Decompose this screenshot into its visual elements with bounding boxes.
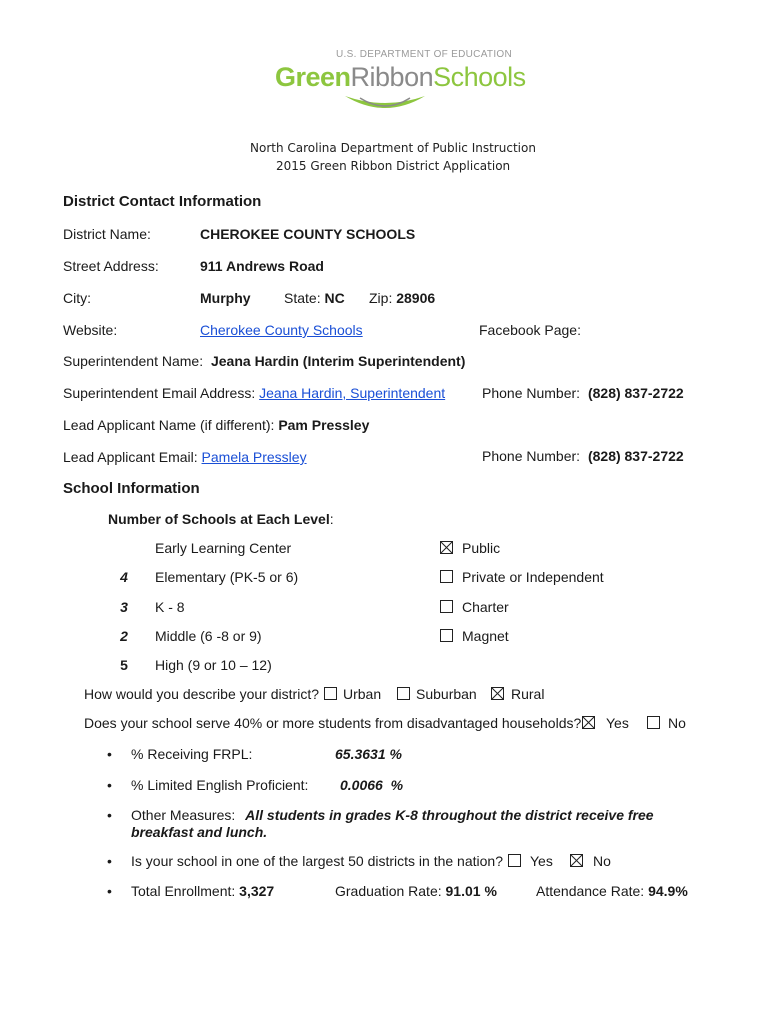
street-value: 911 Andrews Road [200, 258, 324, 274]
city-value: Murphy [200, 290, 251, 306]
logo-ribbon-icon [340, 94, 430, 118]
level-name-k8: K - 8 [155, 599, 185, 615]
district-name-label: District Name: [63, 226, 151, 242]
other-measures-label: Other Measures: [131, 807, 236, 823]
frpl-value: 65.3631 % [335, 746, 402, 762]
header-line-1: North Carolina Department of Public Instruction [250, 141, 536, 155]
disadvantaged-no-label: No [668, 715, 686, 731]
other-measures-value-2: breakfast and lunch. [131, 824, 268, 840]
superintendent-label: Superintendent Name: [63, 353, 204, 369]
school-heading: School Information [63, 480, 200, 497]
frpl-label: % Receiving FRPL: [131, 746, 253, 762]
street-label: Street Address: [63, 258, 159, 274]
check-x-icon [571, 855, 582, 866]
level-count-high: 5 [120, 657, 128, 673]
lep-label: % Limited English Proficient: [131, 777, 309, 793]
contact-heading: District Contact Information [63, 193, 262, 210]
bullet: • [107, 777, 112, 793]
checkbox-largest-no[interactable] [570, 854, 583, 867]
state-label: State: [284, 290, 321, 306]
website-link[interactable]: Cherokee County Schools [200, 322, 363, 338]
level-count-k8: 3 [120, 599, 128, 615]
checkbox-largest-yes[interactable] [508, 854, 521, 867]
level-count-middle: 2 [120, 628, 128, 644]
other-measures-value-1: All students in grades K-8 throughout the district receive free [245, 807, 654, 823]
level-count-elementary: 4 [120, 569, 128, 585]
lead-applicant-value: Pam Pressley [278, 417, 370, 433]
type-label-magnet: Magnet [462, 628, 509, 644]
largest-question: Is your school in one of the largest 50 districts in the nation? [131, 853, 503, 869]
checkbox-rural[interactable] [491, 687, 504, 700]
checkbox-disadvantaged-no[interactable] [647, 716, 660, 729]
level-name-middle: Middle (6 -8 or 9) [155, 628, 262, 644]
lead-email-label: Lead Applicant Email: [63, 449, 198, 465]
graduation-label: Graduation Rate: [335, 883, 442, 899]
disadvantaged-question: Does your school serve 40% or more students from disadvantaged households? [84, 715, 582, 731]
city-label: City: [63, 290, 91, 306]
type-label-public: Public [462, 540, 501, 556]
checkbox-disadvantaged-yes[interactable] [582, 716, 595, 729]
bullet: • [107, 853, 112, 869]
largest-yes-label: Yes [530, 853, 553, 869]
type-label-private: Private or Independent [462, 569, 604, 585]
describe-question: How would you describe your district? [84, 686, 319, 702]
lead-applicant-label: Lead Applicant Name (if different): [63, 417, 275, 433]
logo-department-text: U.S. DEPARTMENT OF EDUCATION [336, 49, 513, 60]
checkbox-suburban[interactable] [397, 687, 410, 700]
level-name-high: High (9 or 10 – 12) [155, 657, 272, 673]
zip-value: 28906 [396, 290, 436, 306]
level-name-elementary: Elementary (PK-5 or 6) [155, 569, 299, 585]
describe-label-urban: Urban [343, 686, 382, 702]
lead-phone-label: Phone Number: [482, 448, 581, 464]
checkbox-urban[interactable] [324, 687, 337, 700]
levels-colon: : [329, 511, 334, 527]
checkbox-public[interactable] [440, 541, 453, 554]
attendance-value: 94.9% [648, 883, 688, 899]
graduation-value: 91.01 % [445, 883, 497, 899]
website-label: Website: [63, 322, 118, 338]
logo-word-green: Green [275, 62, 351, 92]
describe-label-rural: Rural [511, 686, 545, 702]
superintendent-value: Jeana Hardin (Interim Superintendent) [210, 353, 466, 369]
district-name-value: CHEROKEE COUNTY SCHOOLS [200, 226, 416, 242]
level-name-early: Early Learning Center [155, 540, 292, 556]
logo-word-ribbon: Ribbon [350, 62, 434, 92]
header-line-2: 2015 Green Ribbon District Application [276, 159, 511, 173]
superintendent-phone-value: (828) 837-2722 [587, 385, 684, 401]
green-ribbon-logo [275, 62, 526, 93]
state-value: NC [324, 290, 345, 306]
superintendent-phone-label: Phone Number: [482, 385, 581, 401]
check-x-icon [441, 542, 452, 553]
describe-label-suburban: Suburban [416, 686, 477, 702]
check-x-icon [492, 688, 503, 699]
bullet: • [107, 883, 112, 899]
bullet: • [107, 807, 112, 823]
disadvantaged-yes-label: Yes [606, 715, 629, 731]
type-label-charter: Charter [462, 599, 509, 615]
largest-no-label: No [593, 853, 611, 869]
bullet: • [107, 746, 112, 762]
superintendent-email-label: Superintendent Email Address: [63, 385, 256, 401]
attendance-label: Attendance Rate: [536, 883, 645, 899]
logo-word-schools: Schools [433, 62, 526, 92]
lead-email-link[interactable]: Pamela Pressley [201, 449, 307, 465]
facebook-label: Facebook Page: [479, 322, 581, 338]
checkbox-charter[interactable] [440, 600, 453, 613]
zip-label: Zip: [369, 290, 393, 306]
enrollment-label: Total Enrollment: [131, 883, 236, 899]
checkbox-magnet[interactable] [440, 629, 453, 642]
superintendent-email-link[interactable]: Jeana Hardin, Superintendent [259, 385, 446, 401]
levels-label: Number of Schools at Each Level [108, 511, 330, 527]
checkbox-private[interactable] [440, 570, 453, 583]
lead-phone-value: (828) 837-2722 [587, 448, 684, 464]
check-x-icon [583, 717, 594, 728]
lep-value: 0.0066 % [340, 777, 404, 793]
enrollment-value: 3,327 [239, 883, 275, 899]
